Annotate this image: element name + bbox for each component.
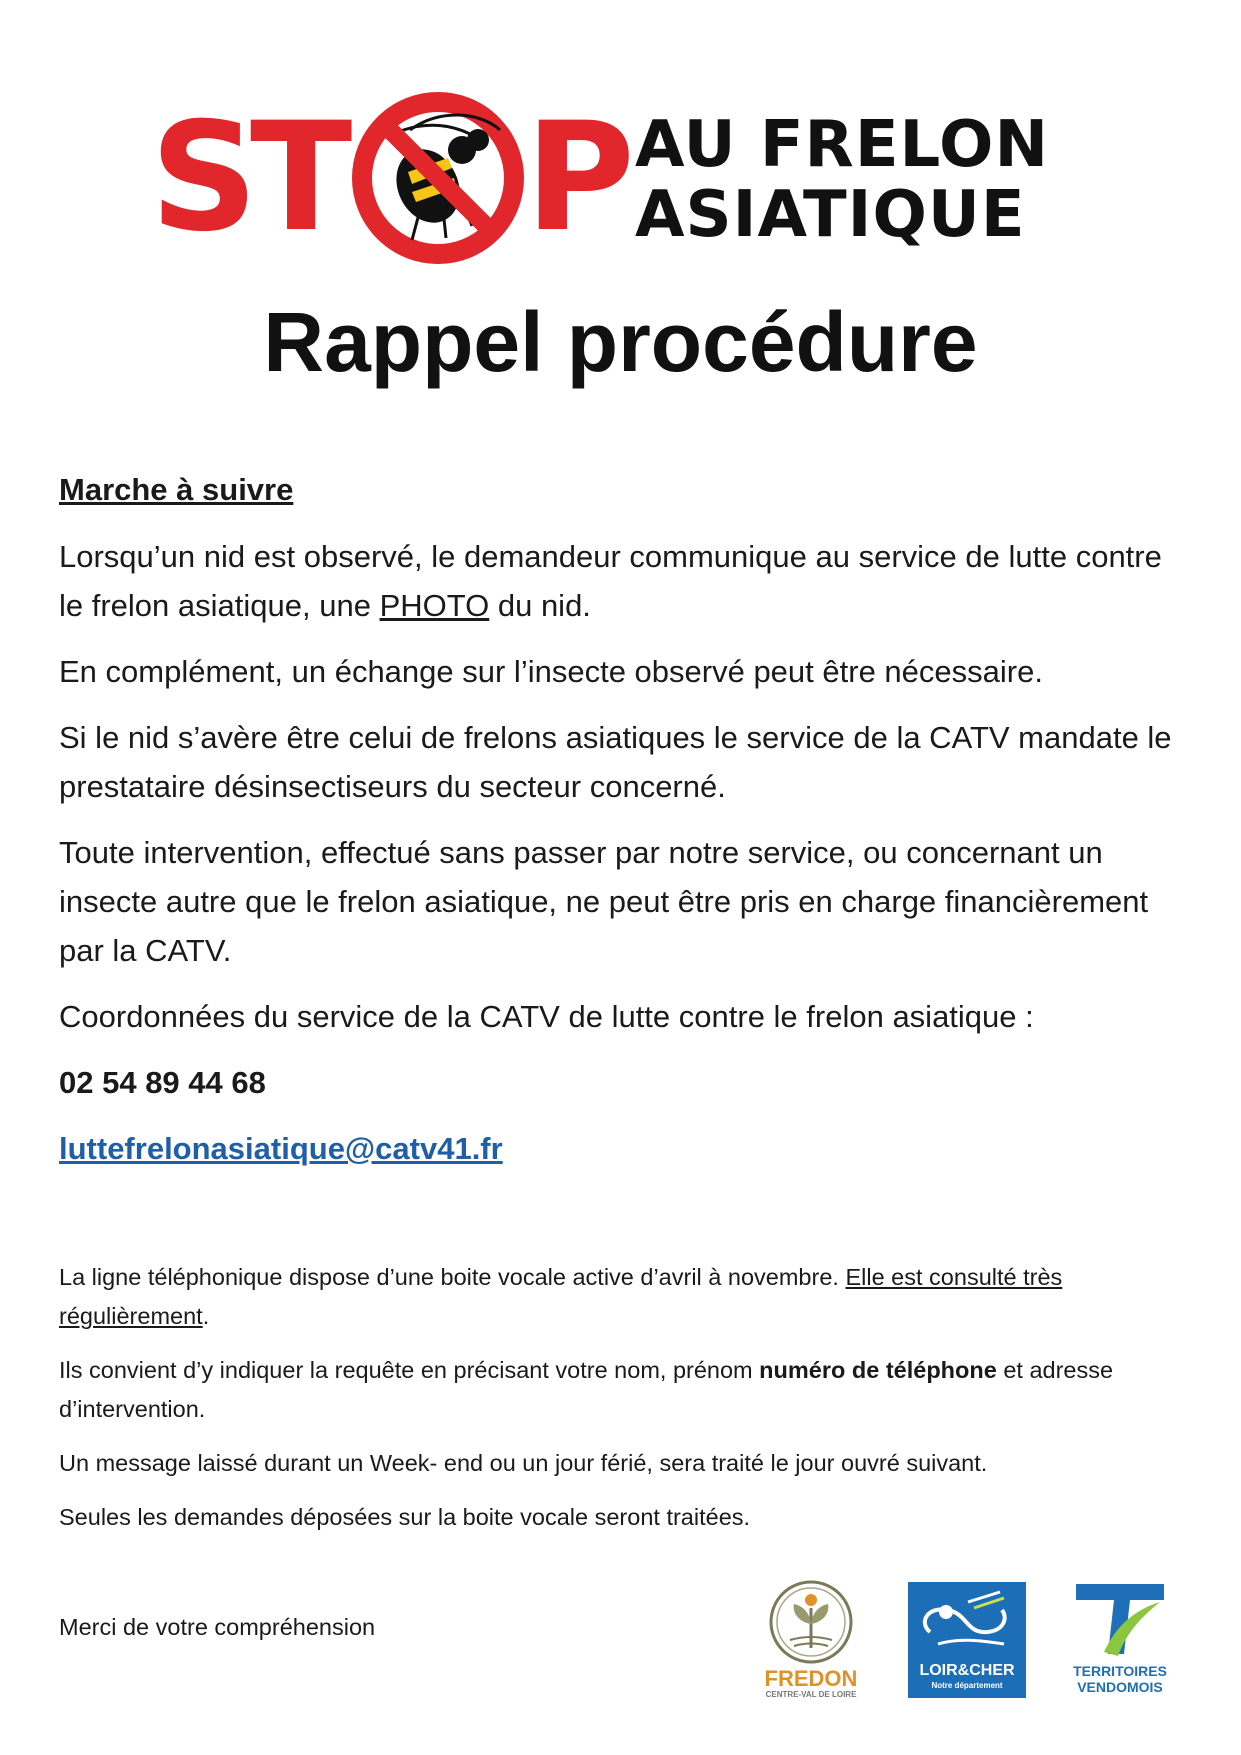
fredon-plant-icon: [738, 1578, 884, 1668]
banner-subtitle: [635, 110, 1049, 250]
paragraph-mandate: Si le nid s’avère être celui de frelons asiatiques le service de la CATV mandate le prestataire désinsectiseurs du secteur concerné.: [59, 720, 1172, 804]
note-voicemail-only: Seules les demandes déposées sur la boite vocale seront traitées.: [59, 1504, 751, 1530]
phone-number: 02 54 89 44 68: [59, 1065, 266, 1100]
banner-line-2: ASIATIQUE: [635, 178, 1026, 252]
loir-et-cher-emblem-icon: [908, 1582, 1026, 1662]
email-link[interactable]: luttefrelonasiatique@catv41.fr: [59, 1131, 503, 1166]
loir-et-cher-logo: [908, 1582, 1026, 1698]
note-request: [59, 1351, 1189, 1429]
fredon-logo: [738, 1578, 884, 1698]
thanks-text: Merci de votre compréhension: [59, 1614, 376, 1640]
note-request-text-b: et adresse d’intervention.: [59, 1357, 1114, 1422]
stop-letter-p: P: [525, 91, 631, 265]
page-title: Rappel procédure: [263, 295, 978, 389]
note-voicemail: [59, 1258, 1189, 1336]
loir-et-cher-label: LOIR&CHER: [919, 1662, 1015, 1679]
note-weekend: Un message laissé durant un Week- end ou un jour férié, sera traité le jour ouvré suivant.: [59, 1450, 988, 1476]
paragraph-photo-text-a: Lorsqu’un nid est observé, le demandeur communique au service de lutte contre le frelon asiatique, une: [59, 539, 1162, 623]
stop-frelon-banner: [150, 88, 1100, 268]
section-heading: Marche à suivre: [59, 472, 294, 507]
note-voicemail-text-a: La ligne téléphonique dispose d’une boite vocale active d’avril à novembre.: [59, 1264, 846, 1290]
notes-section: [59, 1258, 1189, 1552]
territoires-label-2: VENDOMOIS: [1077, 1679, 1163, 1695]
stop-letter-s: S: [150, 91, 255, 265]
territoires-label-1: TERRITOIRES: [1073, 1663, 1167, 1679]
photo-emphasis: PHOTO: [379, 588, 490, 623]
procedure-section: [59, 470, 1189, 1173]
paragraph-intervention: Toute intervention, effectué sans passer par notre service, ou concernant un insecte autre que le frelon asiatique, ne peut être pris en charge financièrement par la CATV.: [59, 835, 1149, 968]
fredon-label: FREDON: [764, 1666, 858, 1691]
note-voicemail-emphasis: Elle est consulté très régulièrement: [59, 1264, 1063, 1329]
paragraph-exchange: En complément, un échange sur l’insecte observé peut être nécessaire.: [59, 654, 1043, 689]
note-request-bold: numéro de téléphone: [759, 1357, 997, 1383]
banner-line-1: AU FRELON: [635, 108, 1049, 182]
territoires-vendomois-logo: [1070, 1580, 1170, 1698]
paragraph-photo-text-b: du nid.: [489, 588, 591, 623]
no-hornet-sign-icon: [350, 90, 526, 266]
paragraph-photo: [59, 532, 1189, 630]
note-voicemail-text-b: .: [202, 1303, 210, 1329]
stop-letter-t: T: [250, 91, 349, 265]
paragraph-contact: Coordonnées du service de la CATV de lutte contre le frelon asiatique :: [59, 999, 1034, 1034]
territoires-t-icon: [1070, 1580, 1170, 1660]
note-request-text-a: Ils convient d’y indiquer la requête en précisant votre nom, prénom: [59, 1357, 760, 1383]
fredon-sublabel: CENTRE-VAL DE LOIRE: [765, 1690, 857, 1699]
loir-et-cher-sublabel: Notre département: [931, 1681, 1003, 1690]
